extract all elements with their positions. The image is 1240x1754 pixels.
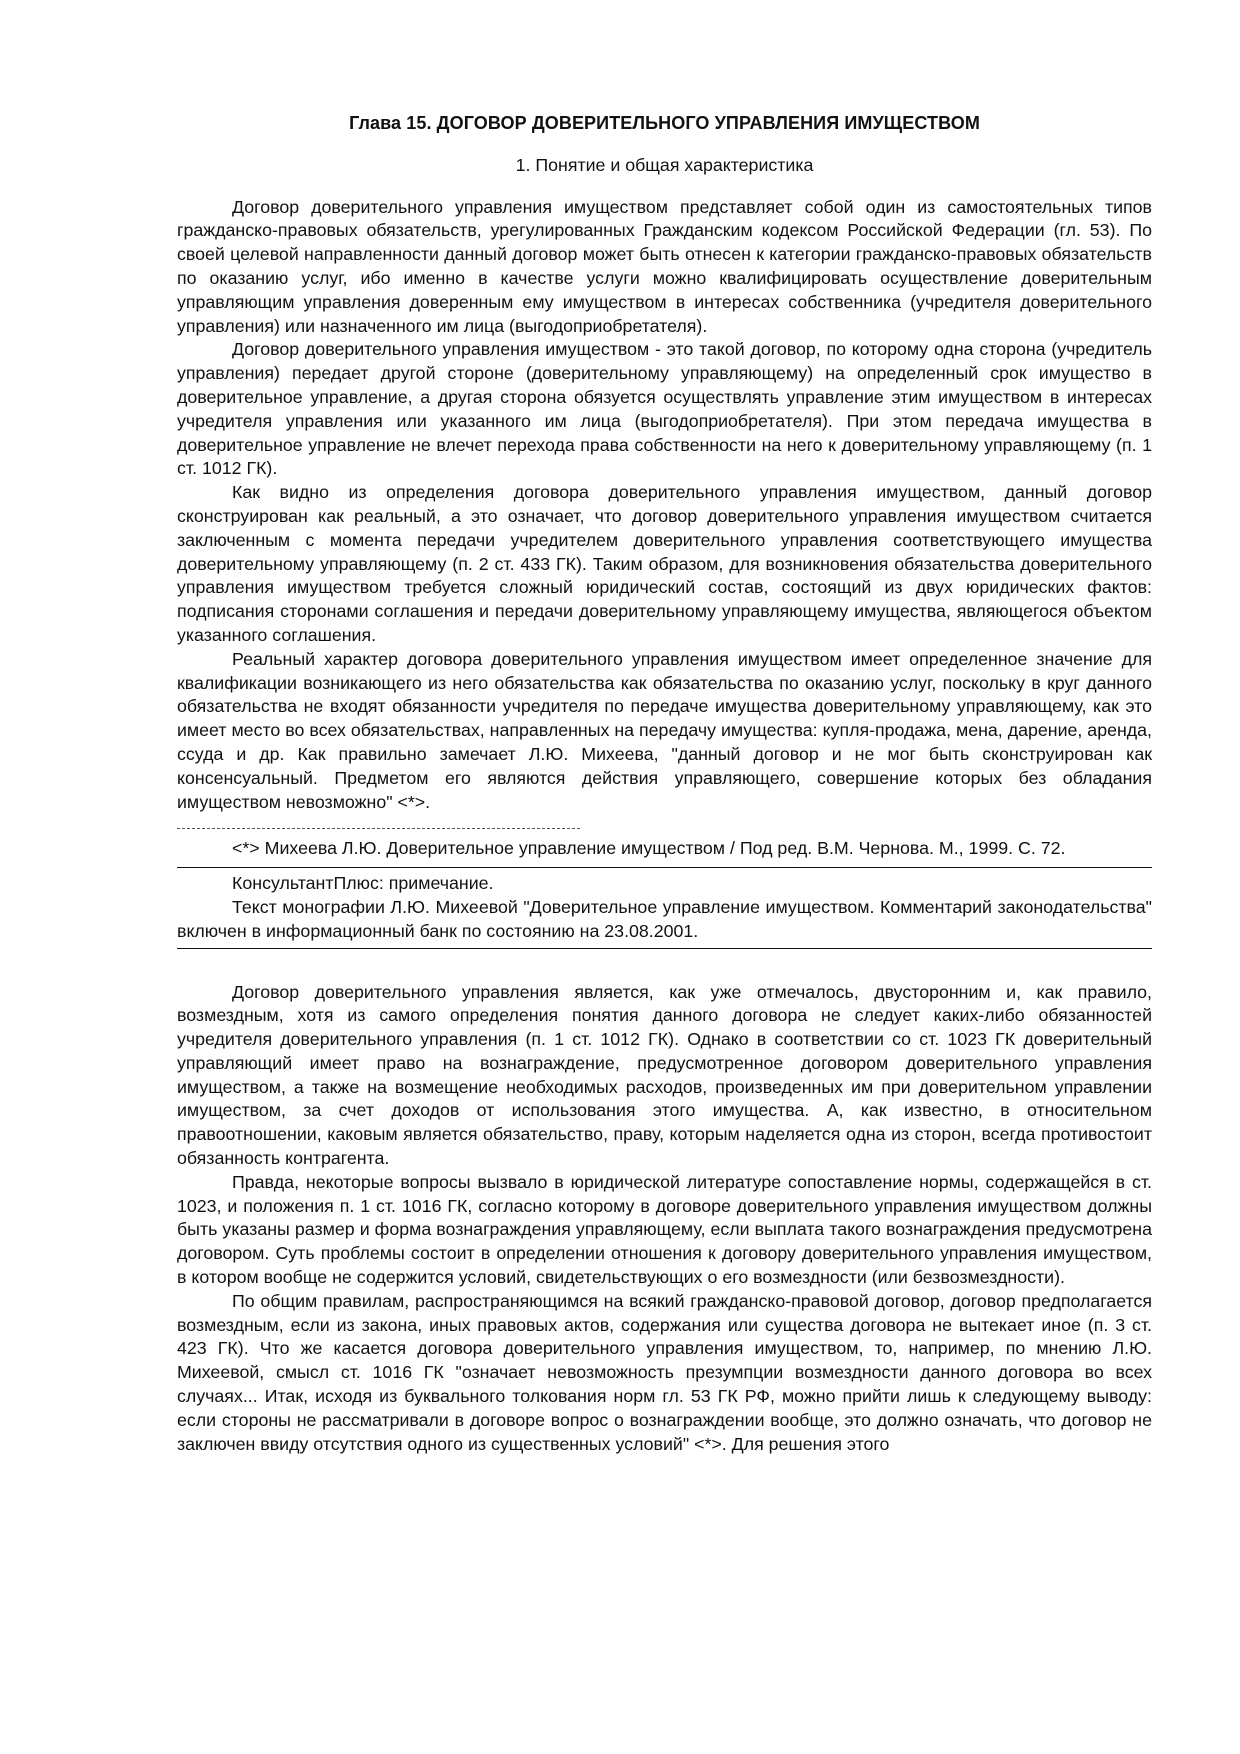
footnote: <*> Михеева Л.Ю. Доверительное управление имуществом / Под ред. В.М. Чернова. М., 1999. С. 72. <box>232 838 1066 859</box>
chapter-title: Глава 15. ДОГОВОР ДОВЕРИТЕЛЬНОГО УПРАВЛЕНИЯ ИМУЩЕСТВОМ <box>349 113 980 133</box>
note-text: Текст монографии Л.Ю. Михеевой "Доверительное управление имуществом. Комментарий законодательства" включен в информационный банк по состоянию на 23.08.2001. <box>177 896 1152 941</box>
paragraph: Договор доверительного управления имуществом представляет собой один из самостоятельных типов гражданско-правовых обязательств, урегулированных Гражданским кодексом Российской Федерации (гл. 53). По своей целевой направленности данный договор может быть отнесен к категории гражданско-правовых обязательств по оказанию услуг, ибо именно в качестве услуги можно квалифицировать осуществление доверительным управляющим управления доверенным ему имуществом в интересах собственника (учредителя доверительного управления) или назначенного им лица (выгодоприобретателя). <box>177 196 1152 336</box>
section-subtitle: 1. Понятие и общая характеристика <box>515 154 814 175</box>
footnote-separator <box>177 828 580 829</box>
note-label: КонсультантПлюс: примечание. <box>232 873 494 894</box>
paragraph: Договор доверительного управления является, как уже отмечалось, двусторонним и, как правило, возмездным, хотя из самого определения понятия данного договора не следует каких-либо обязанностей учредителя доверительного управления (п. 1 ст. 1012 ГК). Однако в соответствии со ст. 1023 ГК доверительный управляющий имеет право на вознаграждение, предусмотренное договором доверительного управления имуществом, а также на возмещение необходимых расходов, произведенных им при доверительном управлении имуществом, за счет доходов от использования этого имущества. А, как известно, в относительном правоотношении, каковым является обязательство, праву, которым наделяется одна из сторон, всегда противостоит обязанность контрагента. <box>177 981 1152 1169</box>
paragraph: Правда, некоторые вопросы вызвало в юридической литературе сопоставление нормы, содержащейся в ст. 1023, и положения п. 1 ст. 1016 ГК, согласно которому в договоре доверительного управления имуществом должны быть указаны размер и форма вознаграждения управляющему, если выплата такого вознаграждения предусмотрена договором. Суть проблемы состоит в определении отношения к договору доверительного управления имуществом, в котором вообще не содержится условий, свидетельствующих о его возмездности (или безвозмездности). <box>177 1171 1152 1288</box>
paragraph: Договор доверительного управления имуществом - это такой договор, по которому одна сторона (учредитель управления) передает другой стороне (доверительному управляющему) на определенный срок имущество в доверительное управление, а другая сторона обязуется осуществлять управление этим имуществом в интересах учредителя управления или указанного им лица (выгодоприобретателя). При этом передача имущества в доверительное управление не влечет перехода права собственности на него к доверительному управляющему (п. 1 ст. 1012 ГК). <box>177 339 1152 479</box>
top-text-block <box>177 196 1152 815</box>
consultant-note <box>177 867 1152 948</box>
paragraph: По общим правилам, распространяющимся на всякий гражданско-правовой договор, договор предполагается возмездным, если из закона, иных правовых актов, содержания или существа договора не вытекает иное (п. 3 ст. 423 ГК). Что же касается договора доверительного управления имуществом, то, например, по мнению Л.Ю. Михеевой, смысл ст. 1016 ГК "означает невозможность презумпции возмездности данного договора во всех случаях... Итак, исходя из буквального толкования норм гл. 53 ГК РФ, можно прийти лишь к следующему выводу: если стороны не рассматривали в договоре вопрос о вознаграждении вообще, это должно означать, что договор не заключен ввиду отсутствия одного из существенных условий" <*>. Для решения этого <box>177 1290 1152 1454</box>
document-page <box>177 112 1152 1456</box>
paragraph: Как видно из определения договора доверительного управления имуществом, данный договор сконструирован как реальный, а это означает, что договор доверительного управления имуществом считается заключенным с момента передачи учредителем доверительного управления соответствующего имущества доверительному управляющему (п. 2 ст. 433 ГК). Таким образом, для возникновения обязательства доверительного управления имуществом требуется сложный юридический состав, состоящий из двух юридических фактов: подписания сторонами соглашения и передачи доверительному управляющему имущества, являющегося объектом указанного соглашения. <box>177 482 1152 645</box>
paragraph: Реальный характер договора доверительного управления имуществом имеет определенное значение для квалификации возникающего из него обязательства как обязательства по оказанию услуг, поскольку в круг данного обязательства не входят обязанности учредителя по передаче имущества доверительному управляющему, как это имеет место во всех обязательствах, направленных на передачу имущества: купля-продажа, мена, дарение, аренда, ссуда и др. Как правильно замечает Л.Ю. Михеева, "данный договор и не мог быть сконструирован как консенсуальный. Предметом его являются действия управляющего, совершение которых без обладания имуществом невозможно" <*>. <box>177 648 1152 812</box>
bottom-text-block <box>177 981 1152 1457</box>
